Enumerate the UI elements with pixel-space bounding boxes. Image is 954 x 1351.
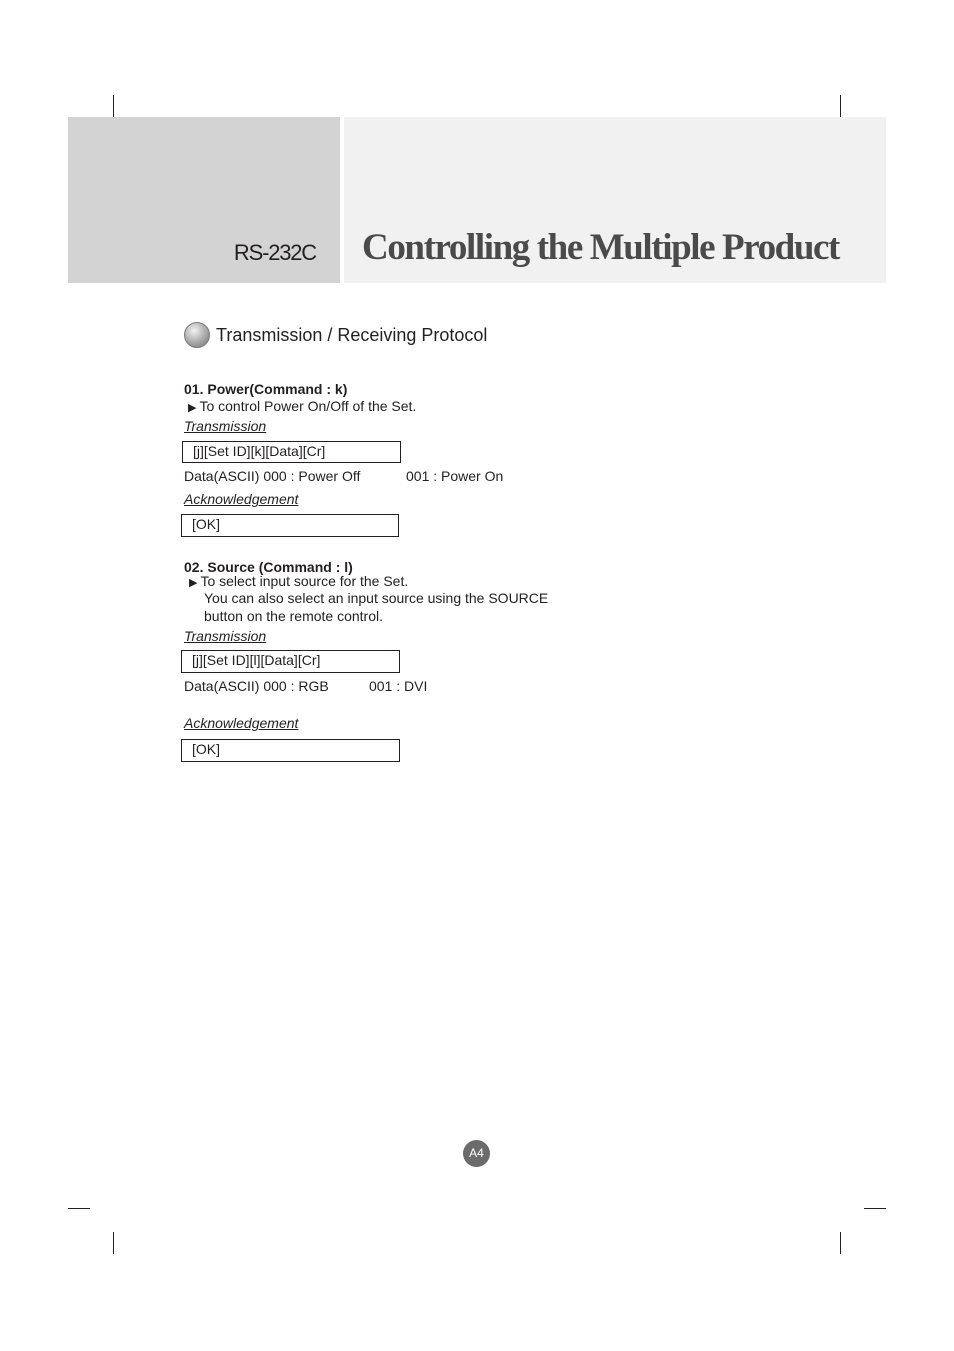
section-heading-text: Transmission / Receiving Protocol	[216, 324, 488, 345]
data-alternative: 001 : Power On	[406, 468, 504, 484]
transmission-label: Transmission	[184, 418, 267, 434]
command-title: 02. Source (Command : l)	[184, 559, 353, 575]
description-line: button on the remote control.	[204, 608, 383, 624]
description-line: To select input source for the Set.	[200, 573, 409, 589]
acknowledgement-box: [OK]	[181, 739, 400, 762]
command-title: 01. Power(Command : k)	[184, 381, 348, 397]
crop-mark	[113, 95, 114, 117]
crop-mark	[840, 1232, 841, 1254]
description-line: To control Power On/Off of the Set.	[199, 398, 417, 414]
data-definition: Data(ASCII) 000 : Power Off	[184, 468, 361, 484]
data-alternative: 001 : DVI	[369, 678, 428, 694]
acknowledgement-label: Acknowledgement	[184, 491, 299, 507]
page-number-badge: A4	[463, 1140, 490, 1167]
acknowledgement-box: [OK]	[181, 514, 399, 537]
section-heading	[184, 322, 487, 348]
page-title: Controlling the Multiple Product	[362, 227, 839, 268]
crop-mark	[864, 1208, 886, 1209]
sphere-bullet-icon	[184, 322, 210, 348]
triangle-right-icon: ▶	[189, 577, 198, 589]
transmission-box: [j][Set ID][k][Data][Cr]	[182, 441, 401, 463]
description-line: You can also select an input source using the SOURCE	[204, 590, 549, 606]
crop-mark	[113, 1232, 114, 1254]
command-description	[188, 398, 416, 417]
triangle-right-icon: ▶	[188, 402, 197, 414]
acknowledgement-label: Acknowledgement	[184, 715, 299, 731]
transmission-box: [j][Set ID][l][Data][Cr]	[181, 650, 400, 673]
crop-mark	[840, 95, 841, 117]
data-definition: Data(ASCII) 000 : RGB	[184, 678, 329, 694]
transmission-label: Transmission	[184, 628, 267, 644]
crop-mark	[68, 1208, 90, 1209]
section-tag: RS-232C	[233, 240, 316, 265]
